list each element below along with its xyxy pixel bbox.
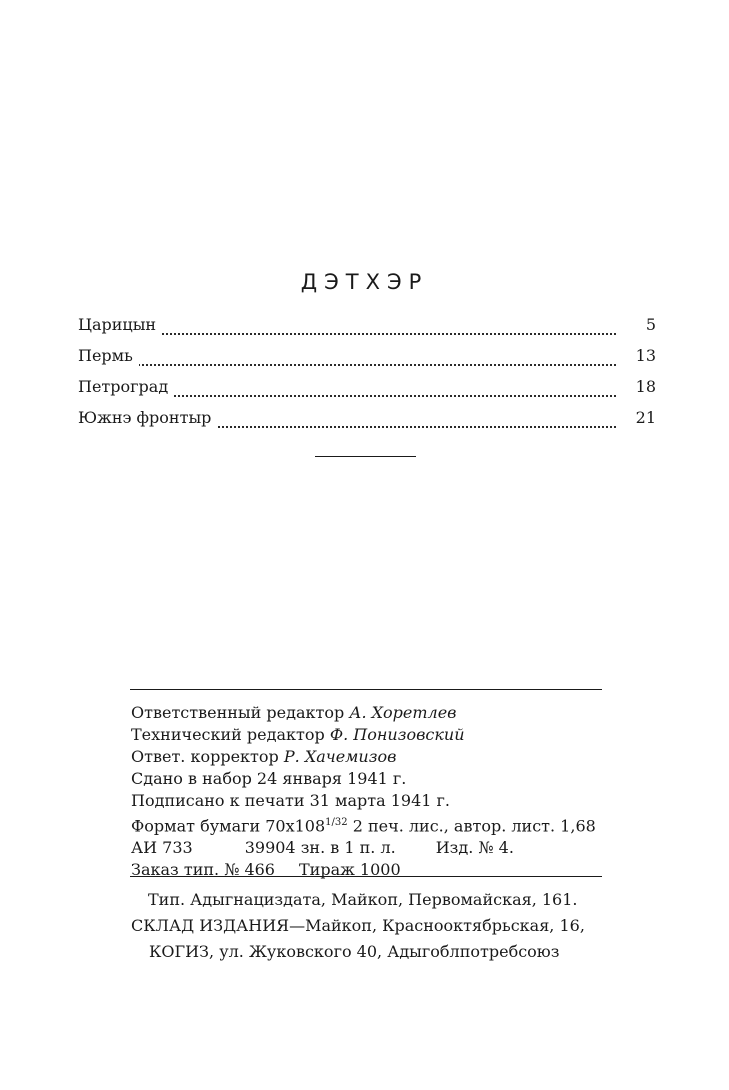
dot-leader — [138, 354, 616, 366]
imprint-top-rule — [130, 689, 602, 690]
imprint-block — [131, 702, 596, 881]
imprint-line-tech-editor: Технический редактор Ф. Понизовский — [131, 725, 465, 744]
toc-item-label: Царицын — [78, 314, 162, 336]
imprint-line-responsible-editor: Ответственный редактор А. Хоретлев — [131, 703, 457, 722]
responsible-editor-name: А. Хоретлев — [349, 703, 457, 722]
toc-item — [78, 314, 656, 345]
imprint-line-codes — [131, 837, 596, 859]
toc-item-label: Петроград — [78, 376, 174, 398]
chars-per-sheet: 39904 зн. в 1 п. л. — [244, 838, 396, 858]
table-of-contents — [78, 314, 656, 438]
toc-item-label: Пермь — [78, 345, 139, 367]
imprint-line-submitted: Сдано в набор 24 января 1941 г. — [131, 769, 407, 788]
dot-leader — [138, 385, 616, 397]
format-fraction: 1/32 — [325, 817, 348, 828]
proofreader-name: Р. Хачемизов — [283, 747, 397, 766]
toc-item-page: 18 — [630, 376, 656, 398]
toc-item-page: 13 — [630, 345, 656, 367]
publisher-footer — [0, 887, 729, 965]
toc-item — [78, 376, 656, 407]
toc-item — [78, 407, 656, 438]
publication-no: Изд. № 4. — [435, 838, 514, 858]
imprint-line-format: Формат бумаги $70x108^{1/32}$ 2 печ. лис., автор. лист. 1,68 — [131, 816, 596, 836]
toc-item-page: 21 — [630, 407, 656, 429]
printer-line: Тип. Адыгнациздата, Майкоп, Первомайская, 161. — [148, 890, 578, 909]
tech-editor-name: Ф. Понизовский — [329, 725, 465, 744]
order-no: Заказ тип. № 466 — [131, 860, 275, 880]
toc-end-rule — [315, 456, 416, 457]
imprint-line-signed: Подписано к печати 31 марта 1941 г. — [131, 791, 451, 810]
dot-leader — [138, 323, 616, 335]
toc-item — [78, 345, 656, 376]
warehouse-line: СКЛАД ИЗДАНИЯ—Майкоп, Краснооктябрьская, 16, — [131, 916, 585, 935]
ai-code: АИ 733 — [131, 838, 193, 858]
imprint-line-proofreader: Ответ. корректор Р. Хачемизов — [131, 747, 397, 766]
toc-item-label: Южнэ фронтыр — [78, 407, 217, 429]
imprint-bottom-rule — [130, 876, 602, 877]
kogiz-line: КОГИЗ, ул. Жуковского 40, Адыгоблпотребсоюз — [149, 942, 560, 961]
print-run: Тираж 1000 — [298, 860, 401, 880]
toc-item-page: 5 — [640, 314, 656, 336]
imprint-line-order — [131, 859, 596, 881]
toc-title: ДЭТХЭР — [300, 270, 429, 294]
